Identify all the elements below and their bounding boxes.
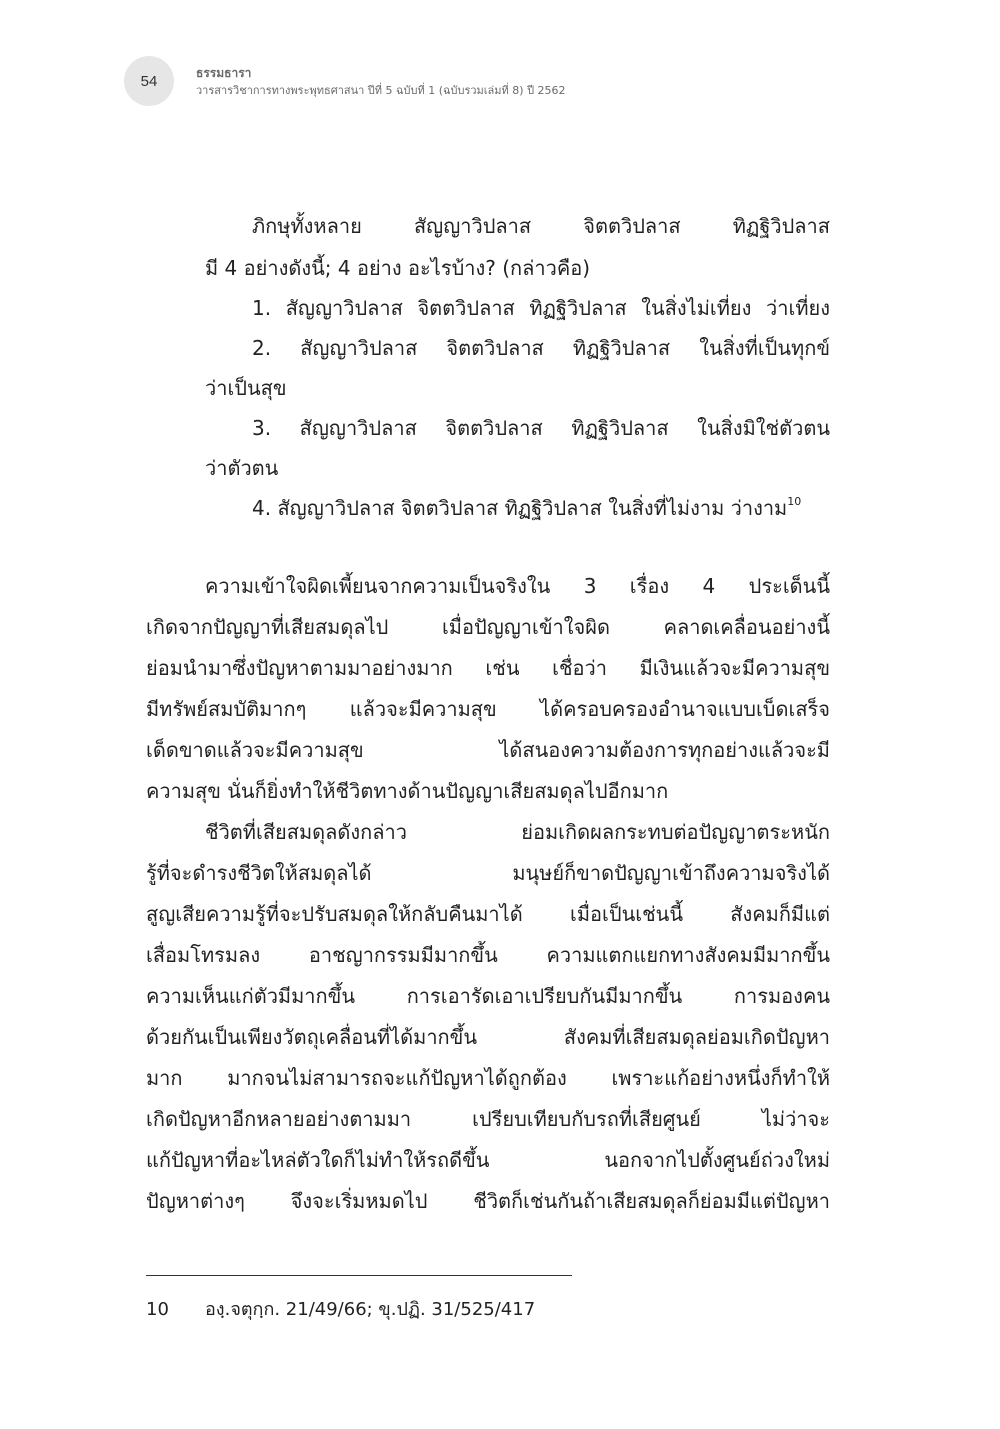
body-line: รู้ที่จะดำรงชีวิตให้สมดุลได้ มนุษย์ก็ขาดปัญญาเข้าถึงความจริงได้ (146, 861, 830, 885)
quote-line: ว่าเป็นสุข (205, 376, 287, 400)
quote-line: 1. สัญญาวิปลาส จิตตวิปลาส ทิฏฐิวิปลาส ในสิ่งไม่เที่ยง ว่าเที่ยง (252, 296, 830, 320)
footnote-reference: 10 (787, 495, 802, 508)
body-line: มาก มากจนไม่สามารถจะแก้ปัญหาได้ถูกต้อง เพราะแก้อย่างหนึ่งก็ทำให้ (146, 1066, 830, 1090)
quote-line: มี 4 อย่างดังนี้; 4 อย่าง อะไรบ้าง? (กล่าวคือ) (205, 256, 591, 280)
quote-line: ว่าตัวตน (205, 456, 279, 480)
body-line: ชีวิตที่เสียสมดุลดังกล่าว ย่อมเกิดผลกระทบต่อปัญญาตระหนัก (205, 820, 830, 844)
journal-subtitle: วารสารวิชาการทางพระพุทธศาสนา ปีที่ 5 ฉบับที่ 1 (ฉบับรวมเล่มที่ 8) ปี 2562 (196, 84, 566, 97)
running-header (196, 64, 566, 100)
footnote-text: องฺ.จตุกฺก. 21/49/66; ขุ.ปฏิ. 31/525/417 (205, 1299, 536, 1320)
body-line: สูญเสียความรู้ที่จะปรับสมดุลให้กลับคืนมาได้ เมื่อเป็นเช่นนี้ สังคมก็มีแต่ (146, 902, 830, 926)
page-number-badge (124, 56, 174, 106)
footnote-divider (146, 1275, 572, 1276)
quote-line: 2. สัญญาวิปลาส จิตตวิปลาส ทิฏฐิวิปลาส ในสิ่งที่เป็นทุกข์ (252, 336, 830, 360)
body-line: ความเข้าใจผิดเพี้ยนจากความเป็นจริงใน 3 เรื่อง 4 ประเด็นนี้ (205, 574, 830, 598)
quote-line-text: 4. สัญญาวิปลาส จิตตวิปลาส ทิฏฐิวิปลาส ในสิ่งที่ไม่งาม ว่างาม (252, 496, 788, 520)
body-line: ความเห็นแก่ตัวมีมากขึ้น การเอารัดเอาเปรียบกันมีมากขึ้น การมองคน (146, 984, 830, 1008)
page-number: 54 (140, 72, 158, 90)
body-line: ย่อมนำมาซึ่งปัญหาตามมาอย่างมาก เช่น เชื่อว่า มีเงินแล้วจะมีความสุข (146, 656, 830, 680)
quote-line: ภิกษุทั้งหลาย สัญญาวิปลาส จิตตวิปลาส ทิฏฐิวิปลาส (252, 214, 830, 238)
body-line: ปัญหาต่างๆ จึงจะเริ่มหมดไป ชีวิตก็เช่นกันถ้าเสียสมดุลก็ย่อมมีแต่ปัญหา (146, 1189, 830, 1213)
quote-line-last (252, 494, 830, 534)
quote-line: 3. สัญญาวิปลาส จิตตวิปลาส ทิฏฐิวิปลาส ในสิ่งมิใช่ตัวตน (252, 416, 830, 440)
body-line: ด้วยกันเป็นเพียงวัตถุเคลื่อนที่ได้มากขึ้น สังคมที่เสียสมดุลย่อมเกิดปัญหา (146, 1025, 830, 1049)
journal-name: ธรรมธารา (196, 66, 252, 80)
body-line: เด็ดขาดแล้วจะมีความสุข ได้สนองความต้องการทุกอย่างแล้วจะมี (146, 738, 830, 762)
body-line: แก้ปัญหาที่อะไหล่ตัวใดก็ไม่ทำให้รถดีขึ้น นอกจากไปตั้งศูนย์ถ่วงใหม่ (146, 1148, 830, 1172)
body-line: เสื่อมโทรมลง อาชญากรรมมีมากขึ้น ความแตกแยกทางสังคมมีมากขึ้น (146, 943, 830, 967)
body-line: เกิดปัญหาอีกหลายอย่างตามมา เปรียบเทียบกับรถที่เสียศูนย์ ไม่ว่าจะ (146, 1107, 830, 1131)
body-line: ความสุข นั่นก็ยิ่งทำให้ชีวิตทางด้านปัญญาเสียสมดุลไปอีกมาก (146, 779, 669, 803)
footnote-number: 10 (146, 1299, 169, 1320)
body-line: มีทรัพย์สมบัติมากๆ แล้วจะมีความสุข ได้ครอบครองอำนาจแบบเบ็ดเสร็จ (146, 697, 830, 721)
body-line: เกิดจากปัญญาที่เสียสมดุลไป เมื่อปัญญาเข้าใจผิด คลาดเคลื่อนอย่างนี้ (146, 615, 830, 639)
